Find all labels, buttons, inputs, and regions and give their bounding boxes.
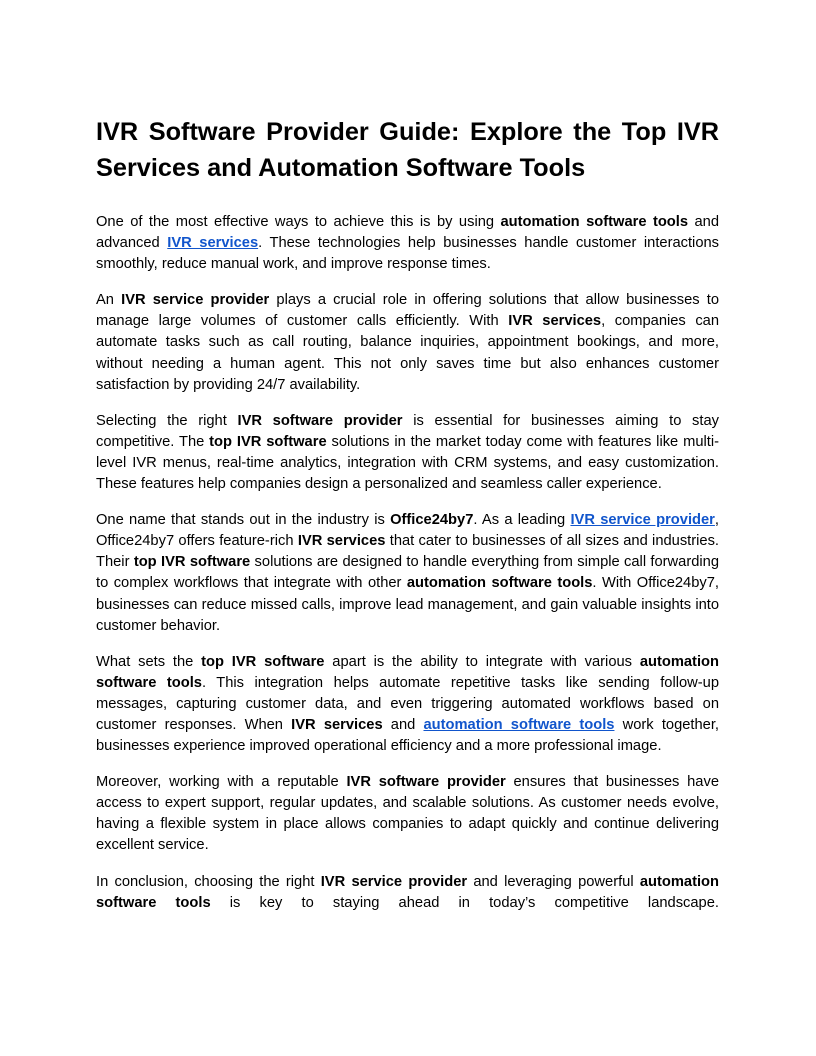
text-run: What sets the [96,653,202,670]
paragraph-6 [96,772,719,856]
text-run: One name that stands out in the industry is [96,512,391,529]
text-run: apart is the ability to integrate with various [324,653,640,670]
text-run: , companies can automate tasks such as call routing, balance inquiries, appointment bookings, and more, without needing a human agent. This not only saves time but also enhances customer satisfaction by providing 24/7 availability. [96,313,719,393]
text-run: , Office24by7 offers feature-rich [96,512,719,550]
text-run: One of the most effective ways to achieve this is by using [96,214,501,230]
bold-run: IVR software provider [237,412,403,429]
text-run: . These technologies help businesses handle customer interactions smoothly, reduce manual work, and improve response times. [96,235,720,273]
text-run: plays a crucial role in offering solutions that allow businesses to manage large volumes of customer calls efficiently. With [96,292,719,330]
bold-run: IVR services [297,533,386,550]
text-run: An [96,292,122,309]
bold-run: IVR software provider [346,774,506,791]
bold-run: IVR service provider [320,873,468,890]
text-run: and leveraging powerful [467,873,640,890]
paragraph-7 [96,872,719,914]
ivr-services-link[interactable]: IVR services [167,235,259,252]
bold-run: IVR service provider [121,292,270,309]
automation-software-tools-link[interactable]: automation software tools [423,716,615,733]
text-run: Selecting the right [96,412,238,429]
text-run: ensures that businesses have access to expert support, regular updates, and scalable solutions. As customer needs evolve, having a flexible system in place allows companies to adapt quickly and continue delivering excellent service. [96,774,719,854]
text-run: Moreover, working with a reputable [96,774,347,791]
ivr-service-provider-link[interactable]: IVR service provider [570,512,715,529]
text-run: and advanced [96,214,719,252]
bold-run: automation software tools [96,653,719,691]
bold-run: automation software tools [406,575,593,592]
bold-run: automation software tools [96,873,719,911]
text-run: solutions are designed to handle everything from simple call forwarding to complex workflows that integrate with other [96,554,719,592]
text-run: work together, businesses experience improved operational efficiency and a more professional image. [96,716,719,755]
text-run: In conclusion, choosing the right [96,873,321,890]
text-run: is essential for businesses aiming to stay competitive. The [96,412,719,450]
text-run: . With Office24by7, businesses can reduce missed calls, improve lead management, and gain valuable insights into customer behavior. [96,575,719,634]
text-run: solutions in the market today come with features like multi-level IVR menus, real-time analytics, integration with CRM systems, and easy customization. These features help companies design a personalized and seamless caller experience. [96,433,719,493]
paragraph-4 [96,510,719,637]
bold-run: top IVR software [133,554,251,571]
bold-run: automation software tools [500,214,689,230]
document-page [96,114,719,929]
paragraph-2 [96,290,719,395]
text-run: that cater to businesses of all sizes and industries. Their [96,533,719,571]
text-run: is key to staying ahead in today’s competitive landscape. [210,894,719,911]
paragraph-1 [96,212,719,275]
text-run: . This integration helps automate repetitive tasks like sending follow-up messages, capturing customer data, and even triggering automated workflows based on customer responses. When [96,674,719,733]
paragraph-5 [96,652,719,757]
bold-run: top IVR software [209,433,327,450]
bold-run: IVR services [508,313,602,330]
text-run: and [382,716,424,733]
bold-run: Office24by7 [390,512,474,529]
text-run: . As a leading [473,512,571,529]
document-title: IVR Software Provider Guide: Explore the Top IVR Services and Automation Software Tools [96,118,719,182]
bold-run: top IVR software [201,653,325,670]
bold-run: IVR services [291,716,383,733]
paragraph-3 [96,411,719,495]
